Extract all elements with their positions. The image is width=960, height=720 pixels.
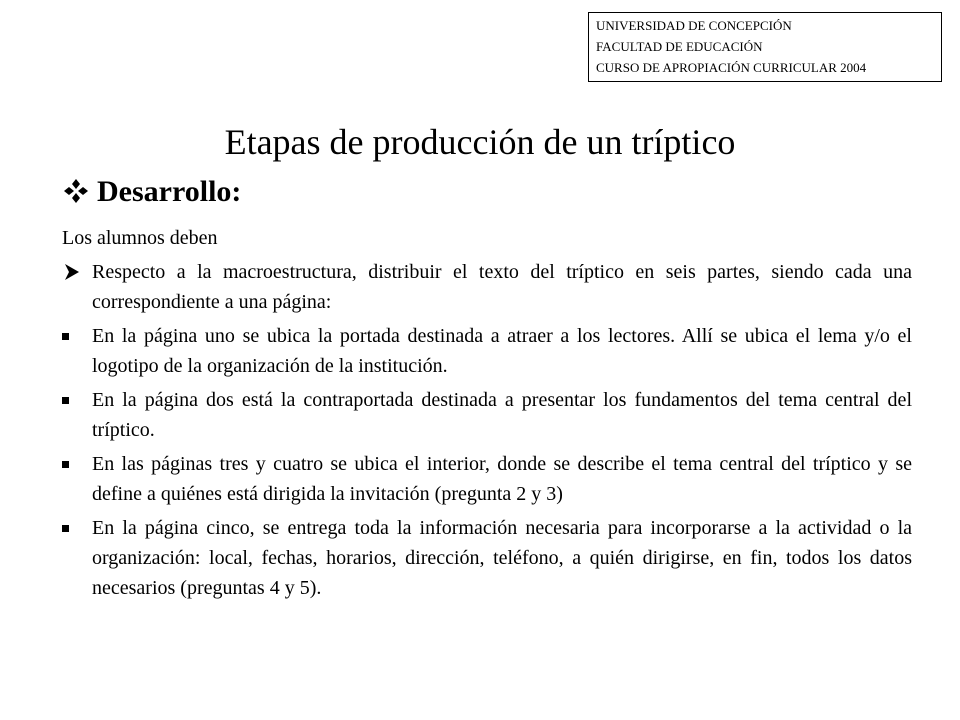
four-diamond-bullet-icon bbox=[62, 177, 90, 205]
header-line-course: CURSO DE APROPIACIÓN CURRICULAR 2004 bbox=[596, 60, 867, 75]
square-bullet-icon bbox=[62, 525, 69, 532]
bullet-list bbox=[62, 257, 912, 607]
section-heading-label: Desarrollo: bbox=[97, 175, 242, 208]
intro-text: Los alumnos deben bbox=[62, 227, 218, 249]
list-item bbox=[62, 385, 912, 445]
header-line-faculty: FACULTAD DE EDUCACIÓN bbox=[596, 39, 763, 54]
list-item-text: En la página uno se ubica la portada destinada a atraer a los lectores. Allí se ubica el lema y/o el logotipo de la organización de la institución. bbox=[92, 325, 912, 377]
list-item-text: En las páginas tres y cuatro se ubica el interior, donde se describe el tema central del tríptico y se define a quiénes está dirigida la invitación (pregunta 2 y 3) bbox=[92, 453, 912, 505]
arrow-bullet-icon bbox=[62, 262, 82, 282]
slide-title: Etapas de producción de un tríptico bbox=[224, 122, 736, 162]
list-item bbox=[62, 449, 912, 509]
list-item-text: En la página dos está la contraportada destinada a presentar los fundamentos del tema central del tríptico. bbox=[92, 389, 912, 441]
list-item bbox=[62, 513, 912, 603]
list-item bbox=[62, 321, 912, 381]
institution-header-box bbox=[588, 12, 942, 82]
square-bullet-icon bbox=[62, 397, 69, 404]
section-heading bbox=[62, 172, 241, 212]
list-item bbox=[62, 257, 912, 317]
list-item-text: Respecto a la macroestructura, distribuir el texto del tríptico en seis partes, siendo cada una correspondiente a una página: bbox=[92, 261, 912, 313]
list-item-text: En la página cinco, se entrega toda la información necesaria para incorporarse a la actividad o la organización: local, fechas, horarios, dirección, teléfono, a quién dirigirse, en fin, todos los datos necesarios (preguntas 4 y 5). bbox=[92, 517, 912, 599]
square-bullet-icon bbox=[62, 461, 69, 468]
square-bullet-icon bbox=[62, 333, 69, 340]
header-line-university: UNIVERSIDAD DE CONCEPCIÓN bbox=[596, 18, 792, 33]
